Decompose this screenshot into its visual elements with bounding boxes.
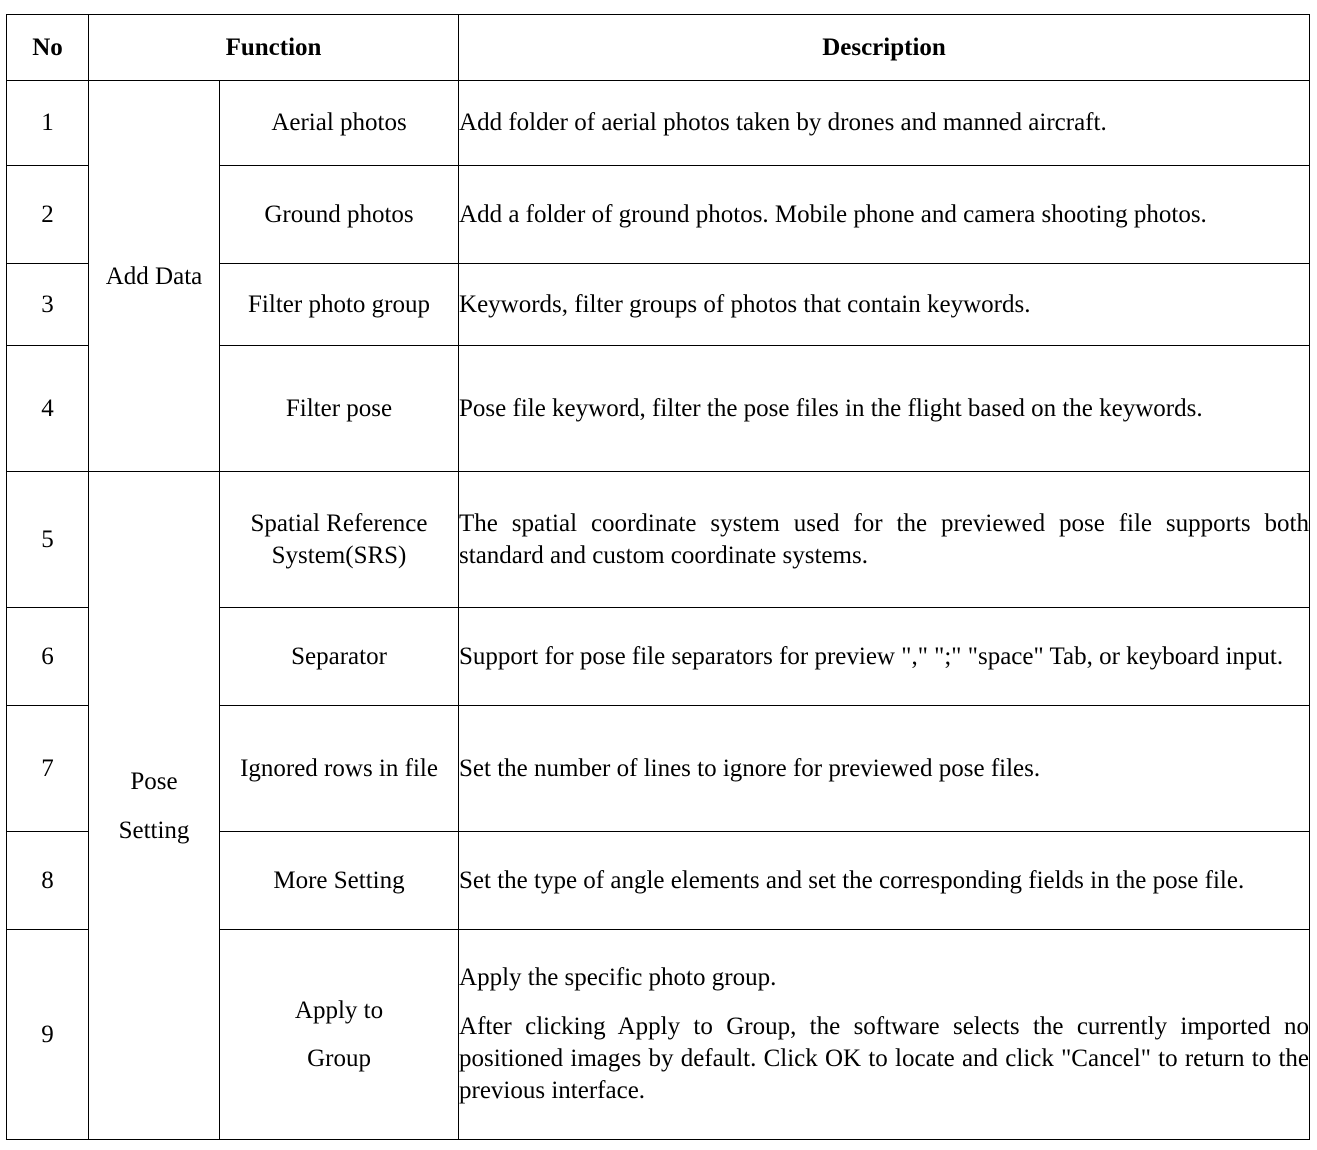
row-number: 6 [7,608,89,706]
description-cell: Set the type of angle elements and set the corresponding fields in the pose file. [459,832,1310,930]
description-cell: Keywords, filter groups of photos that contain keywords. [459,264,1310,346]
function-line: Spatial Reference [250,509,428,537]
table-row [7,81,1310,166]
function-line: Apply to [294,996,384,1024]
row-number: 2 [7,166,89,264]
function-cell: Separator [220,608,459,706]
description-cell: The spatial coordinate system used for the previewed pose file supports both standard and custom coordinate systems. [459,472,1310,608]
group-pose-setting [89,472,220,1140]
description-cell: Add a folder of ground photos. Mobile phone and camera shooting photos. [459,166,1310,264]
header-description: Description [459,15,1310,81]
function-cell [220,472,459,608]
function-cell: More Setting [220,832,459,930]
function-cell: Ignored rows in file [220,706,459,832]
row-number: 5 [7,472,89,608]
function-cell [220,930,459,1140]
function-cell: Filter pose [220,346,459,472]
function-description-table [6,14,1310,1140]
header-row [7,15,1310,81]
row-number: 9 [7,930,89,1140]
header-no: No [7,15,89,81]
header-function: Function [89,15,459,81]
function-line: Group [307,1044,371,1072]
row-number: 7 [7,706,89,832]
function-cell: Filter photo group [220,264,459,346]
row-number: 3 [7,264,89,346]
function-line: System(SRS) [271,541,407,569]
group-pose-setting-line2: Setting [118,816,190,844]
row-number: 8 [7,832,89,930]
description-paragraph: Apply the specific photo group. [459,964,777,991]
group-add-data: Add Data [89,81,220,472]
function-cell: Aerial photos [220,81,459,166]
description-paragraph: After clicking Apply to Group, the software selects the currently imported no positioned images by default. Click OK to locate and click "Cancel" to return to the previous interface. [459,1013,1310,1104]
description-cell [459,930,1310,1140]
table-row [7,472,1310,608]
description-cell: Pose file keyword, filter the pose files in the flight based on the keywords. [459,346,1310,472]
row-number: 4 [7,346,89,472]
description-cell: Support for pose file separators for preview "," ";" "space" Tab, or keyboard input. [459,608,1310,706]
row-number: 1 [7,81,89,166]
function-cell: Ground photos [220,166,459,264]
group-pose-setting-line1: Pose [130,767,178,795]
description-cell: Set the number of lines to ignore for previewed pose files. [459,706,1310,832]
description-cell: Add folder of aerial photos taken by drones and manned aircraft. [459,81,1310,166]
